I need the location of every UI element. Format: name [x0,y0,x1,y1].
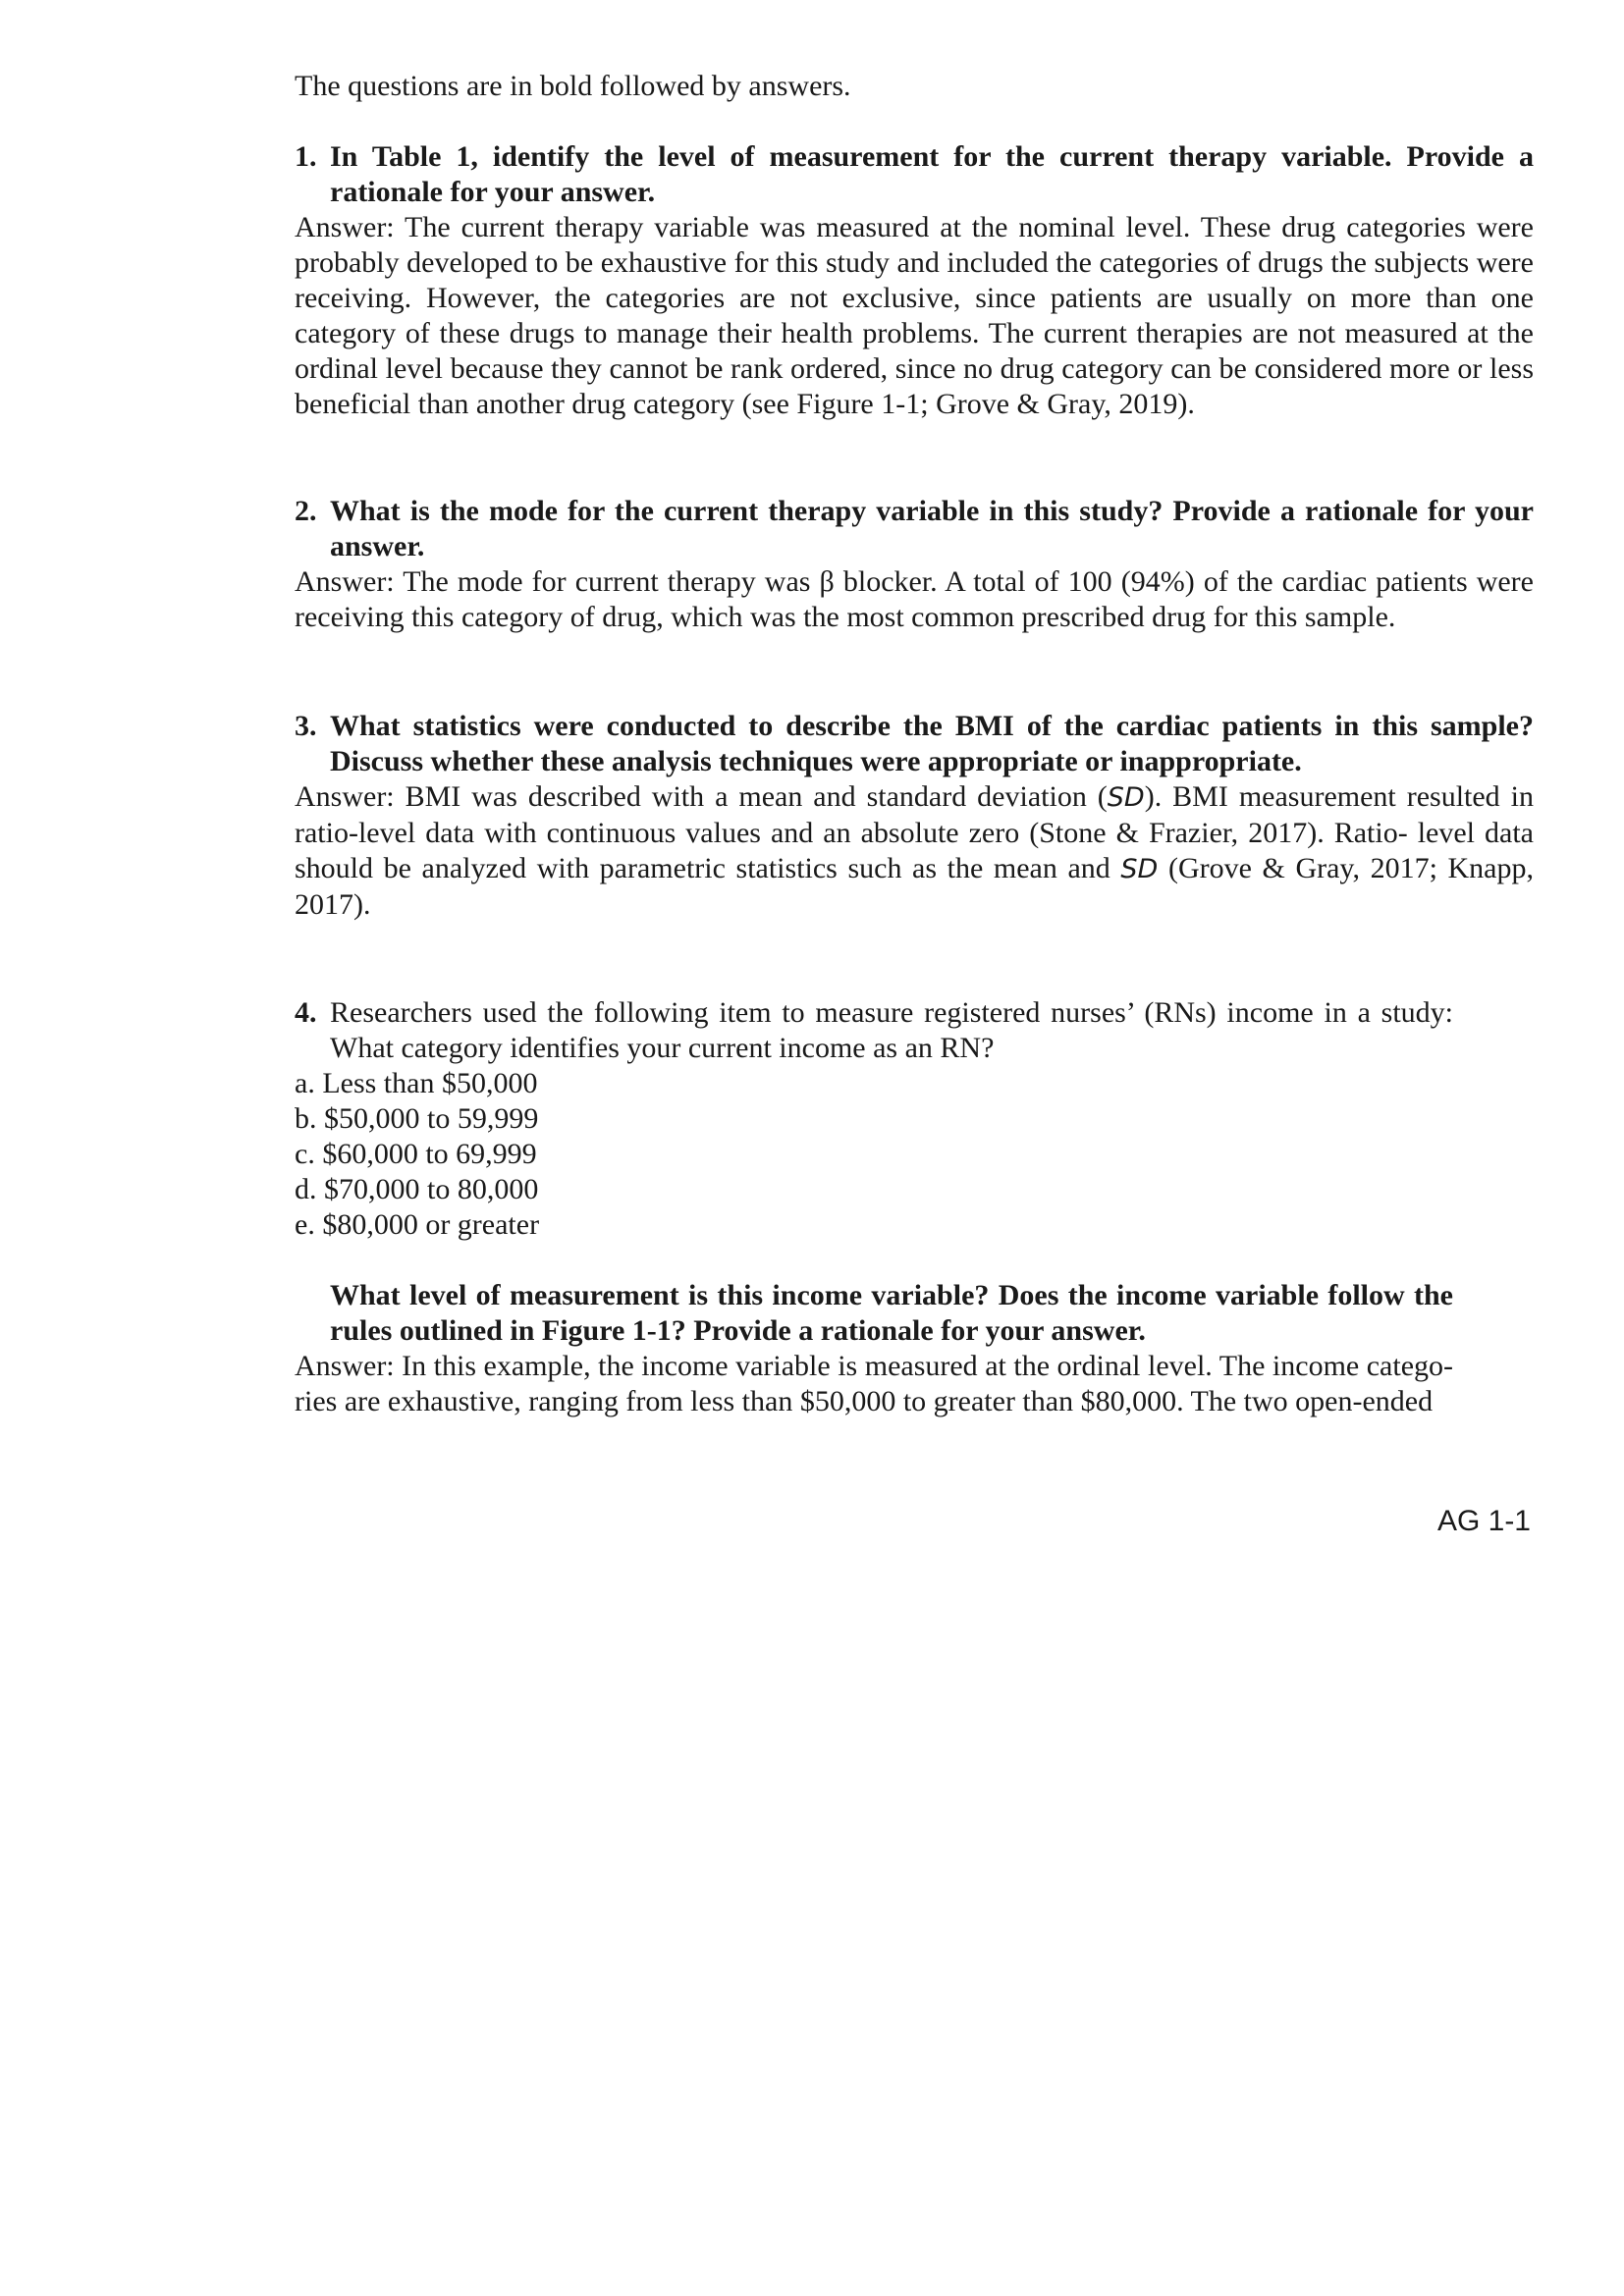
question-text: What is the mode for the current therapy variable in this study? Provide a rationale for your answer. [330,495,1534,562]
sd-abbreviation: SD [1107,782,1145,813]
page-number: AG 1-1 [1436,1505,1531,1537]
income-options-list [295,1066,1453,1243]
answer-text [295,779,1534,923]
question-number: 1. [295,140,317,173]
answer-segment: (Grove & Gray, 2017; Knapp, 2017). [295,852,1534,921]
list-item: d. $70,000 to 80,000 [295,1173,539,1205]
question-text: In Table 1, identify the level of measurement for the current therapy variable. Provide a rationale for your answer. [330,140,1534,208]
sd-abbreviation: SD [1120,854,1159,884]
list-item: e. $80,000 or greater [295,1208,540,1241]
question-text: What statistics were conducted to describe the BMI of the cardiac patients in this sample? Discuss whether these analysis techniques were appropriate or inappropriate. [330,710,1534,777]
list-item: b. $50,000 to 59,999 [295,1102,539,1135]
follow-up-question: What level of measurement is this income variable? Does the income variable follow the rules outlined in Figure 1-1? Provide a rationale for your answer. [330,1279,1453,1347]
question-1-block [295,139,1534,422]
question-4-block [295,995,1453,1419]
answer-segment: ). BMI measurement resulted in ratio-level data with continuous values and an absolute zero (Stone & Frazier, 2017). Ratio- level data should be analyzed with parametric statistics such as the mean and [295,780,1534,884]
answer-text: Answer: In this example, the income variable is measured at the ordinal level. The income catego- ries are exhaustive, ranging from less than $50,000 to greater than $80,000. The two open-ended [295,1350,1453,1417]
question-number: 2. [295,495,317,527]
answer-text: Answer: The mode for current therapy was β blocker. A total of 100 (94%) of the cardiac patients were receiving this category of drug, which was the most common prescribed drug for this sample. [295,565,1534,633]
answer-text: Answer: The current therapy variable was measured at the nominal level. These drug categories were probably developed to be exhaustive for this study and included the categories of drugs the subjects were receiving. However, the categories are not exclusive, since patients are usually on more than one category of these drugs to manage their health problems. The current therapies are not measured at the ordinal level because they cannot be rank ordered, since no drug category can be considered more or less beneficial than another drug category (see Figure 1-1; Grove & Gray, 2019). [295,211,1534,420]
intro-text: The questions are in bold followed by answers. [295,70,851,102]
list-item: c. $60,000 to 69,999 [295,1138,537,1170]
question-number: 4. [295,996,317,1029]
question-number: 3. [295,710,317,742]
list-item: a. Less than $50,000 [295,1067,538,1099]
question-text: Researchers used the following item to measure registered nurses’ (RNs) income in a study: What category identifies your current income as an RN? [330,996,1453,1064]
question-2-block [295,494,1534,635]
question-3-block [295,709,1534,923]
answer-segment: Answer: BMI was described with a mean and standard deviation ( [295,780,1108,813]
